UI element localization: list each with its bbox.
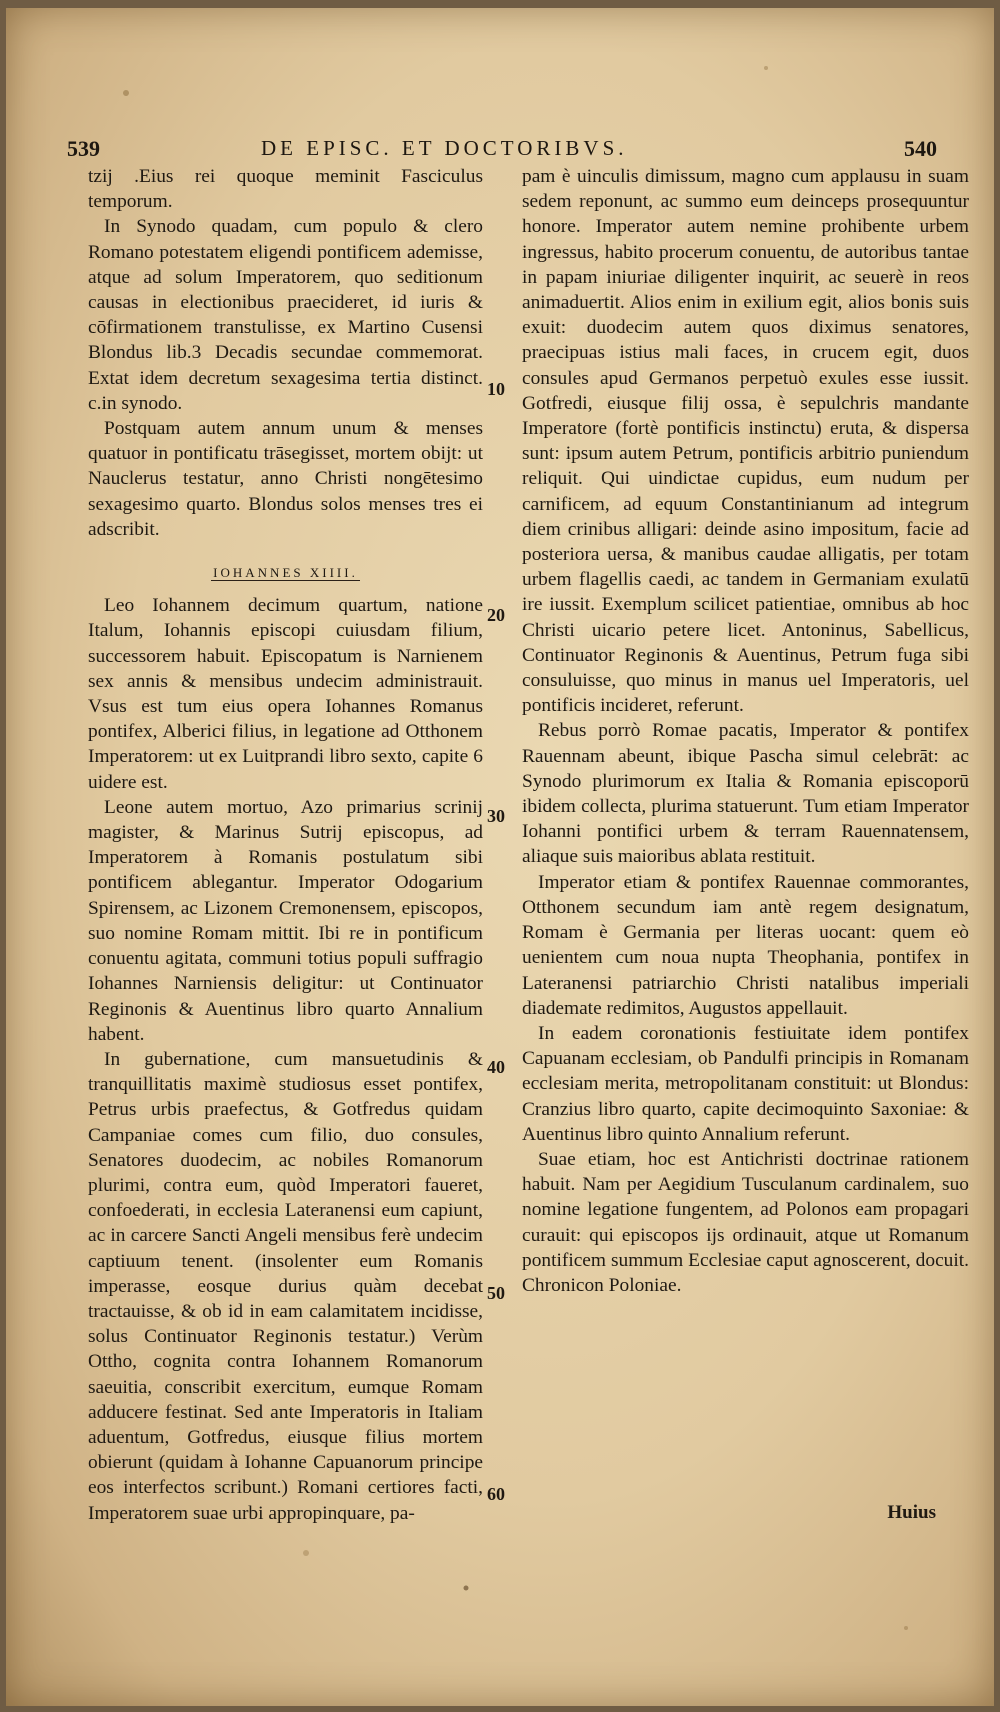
- left-paragraph-4: Leo Iohannem decimum quartum, natione Italum, Iohannis episcopi cuiusdam filium, successorem habuit. Episcopatum is Narnienem sex annis & mensibus undecim administrauit. Vsus est tum eius opera Iohannes Romanus pontifex, Alberici filius, in legatione ad Otthonem Imperatorem: ut ex Luitprandi libro sexto, capite 6 uidere est.: [88, 595, 483, 793]
- left-paragraph-3: Postquam autem annum unum & menses quatuor in pontificatu trāsegisset, mortem obijt: ut Nauclerus testatur, anno Christi nongētesimo sexagesimo quarto. Blondus solos menses tres ei adscribit.: [88, 418, 483, 540]
- section-heading: [88, 560, 483, 585]
- running-title: DE EPISC. ET DOCTORIBVS.: [261, 136, 628, 160]
- book-page: [6, 8, 994, 1706]
- left-paragraph-1: tzij .Eius rei quoque meminit Fasciculus temporum.: [88, 166, 483, 213]
- margin-line-number: 20: [487, 605, 505, 625]
- margin-line-number: 40: [487, 1057, 505, 1077]
- right-column: [522, 164, 969, 1298]
- margin-line-number: 50: [487, 1283, 505, 1303]
- page-number-right: 540: [904, 136, 937, 161]
- running-header: [61, 136, 949, 166]
- left-paragraph-2: In Synodo quadam, cum populo & clero Romano potestatem eligendi pontificem ademisse, atque ad solum Imperatorem, quo seditionum causas in electionibus praecideret, id iuris & cōfirmationem transtulisse, ex Martino Cusensi Blondus lib.3 Decadis secundae commemorat. Extat idem decretum sexagesima tertia distinct. c.in synodo.: [88, 216, 483, 414]
- margin-line-number: 60: [487, 1484, 505, 1504]
- margin-line-number: 30: [487, 806, 505, 826]
- right-paragraph-1: pam è uinculis dimissum, magno cum applausu in suam sedem reponunt, ac summo eum deinceps prosequuntur honore. Imperator autem nemine prohibente urbem ingressus, habito procerum conuentu, de autoribus tantae in papam iniuriae diligenter inquirit, ac seuerè in reos animaduertit. Alios enim in exilium egit, alios bonis suis exuit: duodecim autem quos diximus senatores, praecipuas istius mali faces, in crucem egit, duos consules apud Germanos perpetuò exules esse iussit. Gotfredi, eiusque filij ossa, è sepulchris mandante Imperatore (fortè pontificis instinctu) eruta, & dispersa sunt: ipsum autem Petrum, pontificis arbitrio puniendum reliquit. Qui uindictae cupidus, eum nudum per carnificem, ad equum Constantinianum ad integrum diem crinibus alligari: deinde asino impositum, facie ad posteriora uersa, & manibus caudae alligatis, per totam urbem flagellis caedi, ac tandem in Germaniam exulatū ire iussit. Exemplum scilicet patientiae, omnibus ab hoc Christi uicario petere licet. Antoninus, Sabellicus, Continuator Reginonis & Auentinus, Petrum fuga sibi consuluisse, quo minus in manus uel Imperatoris, uel pontificis incideret, referunt.: [522, 166, 969, 717]
- left-column: [88, 164, 483, 1526]
- section-heading-text: IOHANNES XIIII.: [213, 565, 358, 581]
- margin-line-number: 10: [487, 379, 505, 399]
- page-number-left: 539: [67, 136, 100, 161]
- right-paragraph-2: Rebus porrò Romae pacatis, Imperator & pontifex Rauennam abeunt, ibique Pascha simul celebrāt: ac Synodo plurimorum ex Italia & Romania episcoporū ibidem collecta, plurima statuerunt. Tum etiam Imperator Iohanni pontifici urbem & terram Rauennatensem, aliaque suis maioribus ablata restituit.: [522, 720, 969, 868]
- left-paragraph-6: In gubernatione, cum mansuetudinis & tranquillitatis maximè studiosus esset pontifex, Petrus urbis praefectus, & Gotfredus quidam Campaniae comes cum filio, duo consules, Senatores duodecim, ac nobiles Romanorum plurimi, contra eum, quòd Imperatori faueret, confoederati, in ecclesia Lateranensi eum capiunt, ac in carcere Sancti Angeli mensibus ferè undecim captiuum tenent. (insolenter eum Romanis imperasse, eosque durius quàm decebat tractauisse, & ob id in eam calamitatem incidisse, solus Continuator Reginonis testatur.) Verùm Ottho, cognita contra Iohannem Romanorum saeuitia, conscribit exercitum, eumque Romam adducere festinat. Sed ante Imperatoris in Italiam aduentum, Gotfredus, eiusque filius mortem obierunt (quidam à Iohanne Capuanorum principe eos interfectos scribunt.) Romani certiores facti, Imperatorem suae urbi appropinquare, pa-: [88, 1048, 483, 1524]
- right-paragraph-4: In eadem coronationis festiuitate idem pontifex Capuanam ecclesiam, ob Pandulfi principis in Romanam ecclesiam merita, metropolitanam constituit: ut Blondus: Cranzius libro quarto, capite decimoquinto Saxoniae: & Auentinus libro quinto Annalium referunt.: [522, 1022, 969, 1145]
- left-paragraph-5: Leone autem mortuo, Azo primarius scrinij magister, & Marinus Sutrij episcopus, ad Imperatorem à Romanis postulatum sibi pontificem ablegantur. Imperator Odogarium Spirensem, ac Lizonem Cremonensem, episcopos, suo nomine Romam mittit. Ibi re in pontificum conuentu agitata, communi totius populi suffragio Iohannes Narniensis deligitur: ut Continuator Reginonis & Auentinus libro quarto Annalium habent.: [88, 796, 483, 1045]
- right-paragraph-5: Suae etiam, hoc est Antichristi doctrinae rationem habuit. Nam per Aegidium Tusculanum cardinalem, suo nomine legatione fungentem, ad Polonos eam propagari curauit: qui episcopos ijs ordinauit, atque ut Romanum pontificem summum Ecclesiae caput agnoscerent, docuit. Chronicon Poloniae.: [522, 1148, 969, 1296]
- right-paragraph-3: Imperator etiam & pontifex Rauennae commorantes, Otthonem secundum iam antè regem designatum, Romam è Germania per literas uocant: quem eò uenientem cum noua nupta Theophania, pontifex in Lateranensi patriarchio Christi natalibus imperiali diademate redimitos, Augustos appellauit.: [522, 871, 969, 1019]
- catchword: Huius: [887, 1502, 936, 1523]
